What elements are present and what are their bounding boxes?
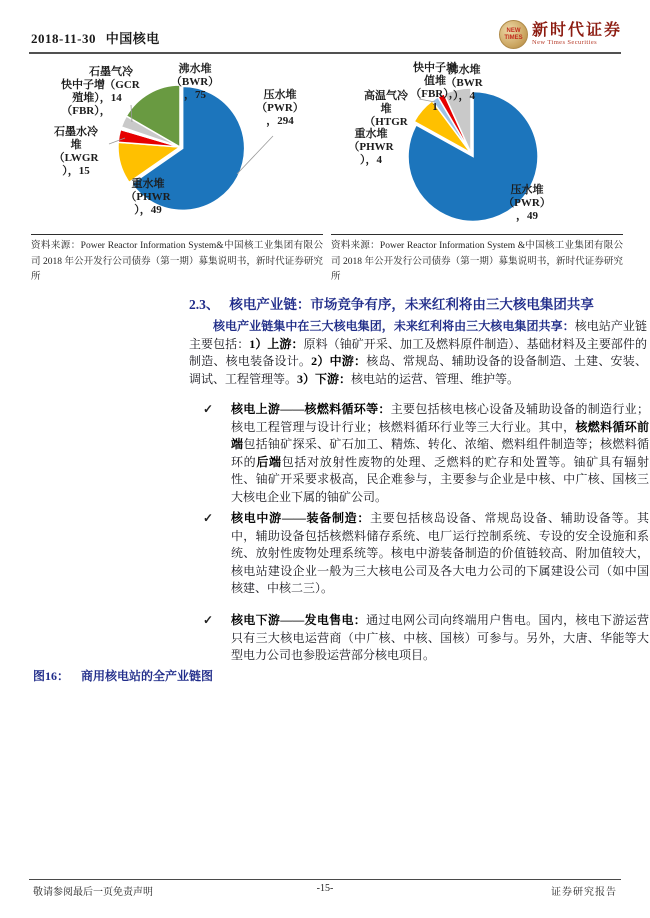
source-note-right: 资料来源：Power Reactor Information System &中国核工业集团有限公司 2018 年公开发行公司债券（第一期）募集说明书，新时代证券研究所 bbox=[331, 234, 623, 286]
text-segment: 3）下游： bbox=[297, 371, 352, 386]
text-segment: 原料（铀矿开采、加工及燃料原件制造）、基础材料及主要部件的制造、核电装备设计。 bbox=[189, 336, 647, 368]
text-segment: 核电中游——装备制造： bbox=[231, 511, 371, 525]
pie-label-gcr_line2: （GCR bbox=[104, 79, 140, 91]
footer-rule bbox=[29, 879, 621, 880]
bullet-upstream bbox=[203, 401, 649, 506]
brand-name-cn: 新时代证券 bbox=[531, 22, 622, 39]
pie-label-bwr: 沸水堆 （BWR） ，75 bbox=[170, 63, 220, 101]
logo-coin-text-1: NEW bbox=[506, 28, 521, 34]
intro-paragraph bbox=[189, 318, 647, 388]
text-segment: 核电下游——发电售电： bbox=[231, 613, 367, 627]
page-header bbox=[31, 20, 622, 49]
pie-label-fbr: 快中子增 值堆 （FBR）， 1 bbox=[410, 62, 460, 113]
text-segment: 核岛、常规岛、辅助设备的设备制造、土建、安装、调试、工程管理等。 bbox=[189, 354, 647, 386]
pie-chart-left-world-reactors bbox=[31, 58, 321, 234]
text-segment: 包括对放射性废物的处理、乏燃料的贮存和处置等。铀矿具有辐射性、铀矿开采要求极高，民企难参与，主要参与企业是中核、中广核、国核三大核电企业下属的铀矿公司。 bbox=[231, 454, 649, 504]
source-note-left: 资料来源：Power Reactor Information System&中国核工业集团有限公司 2018 年公开发行公司债券（第一期）募集说明书，新时代证券研究所 bbox=[31, 234, 323, 286]
section-heading bbox=[189, 293, 649, 313]
pie-label-fbr_line1: 快中子增 bbox=[61, 79, 105, 91]
brand-logo bbox=[499, 20, 622, 49]
text-segment: 1）上游： bbox=[249, 336, 304, 351]
figure-label: 图16： bbox=[33, 669, 70, 683]
checkmark-icon: ✓ bbox=[203, 511, 214, 525]
brand-text bbox=[532, 22, 622, 47]
checkmark-icon: ✓ bbox=[203, 613, 214, 627]
text-segment: 核燃料循环前端 bbox=[231, 419, 649, 451]
pie-label-phwr: 重水堆 （PHWR ），49 bbox=[125, 178, 171, 216]
text-segment: 核电产业链集中在三大核电集团，未来红利将由三大核电集团共享： bbox=[213, 319, 575, 333]
pie-label-pwr: 压水堆 （PWR） ，49 bbox=[503, 184, 551, 222]
brand-name-en: New Times Securities bbox=[531, 39, 598, 46]
header-rule bbox=[29, 52, 621, 54]
logo-coin-icon bbox=[499, 20, 528, 49]
figure-caption bbox=[33, 667, 213, 684]
footer-page-number: -15- bbox=[316, 883, 334, 894]
bullet-midstream-text bbox=[231, 510, 649, 598]
header-date-title: 2018-11-30 中国核电 bbox=[31, 31, 160, 46]
pie-label-gcr_line1: 石墨气冷 bbox=[89, 66, 133, 78]
text-segment: 主要包括核电核心设备及辅助设备的制造行业；核电工程管理与设计行业；核燃料循环行业等三大行业。其中， bbox=[231, 402, 649, 434]
text-segment: 核电上游——核燃料循环等： bbox=[231, 402, 391, 416]
section-title: 核电产业链：市场竞争有序，未来红利将由三大核电集团共享 bbox=[229, 297, 594, 312]
bullet-midstream bbox=[203, 510, 649, 598]
pie-label-fbr_line4: （FBR）， bbox=[61, 105, 111, 117]
footer-disclaimer: 敬请参阅最后一页免责声明 bbox=[33, 887, 153, 898]
text-segment: 包括铀矿探采、矿石加工、精炼、转化、浓缩、燃料组件制造等；核燃料循环的 bbox=[231, 437, 649, 469]
pie-label-fbr_gcr_line3: 殖堆），14 bbox=[72, 92, 122, 104]
footer-report-type: 证券研究报告 bbox=[551, 887, 617, 898]
pie-label-htgr: 高温气冷 堆 （HTGR bbox=[364, 90, 408, 128]
pie-label-phwr: 重水堆 （PHWR ），4 bbox=[348, 128, 394, 166]
text-segment: 后端 bbox=[256, 454, 282, 469]
text-segment: 主要包括核岛设备、常规岛设备、辅助设备等。其中，辅助设备包括核燃料储存系统、电厂运行控制系统、专设的安全设施和系统、放射性废物处理系统等。核电中游装备制造的价值链较高、附加值较大，核电站建设企业一般为三大核电公司及各大电力公司的下属建设公司（如中国核建、中核二三）。 bbox=[231, 511, 649, 595]
logo-coin-text-2: TIMES bbox=[504, 34, 523, 41]
page-footer bbox=[33, 883, 617, 899]
figure-title: 商用核电站的全产业链图 bbox=[81, 669, 214, 683]
bullet-downstream-text bbox=[231, 612, 649, 665]
bullet-downstream bbox=[203, 612, 649, 665]
text-segment: 2）中游： bbox=[311, 354, 367, 368]
pie-label-pwr: 压水堆 （PWR） ，294 bbox=[256, 89, 304, 127]
pie-label-bwr: 沸水堆 （BWR ），4 bbox=[445, 64, 483, 102]
section-number: 2.3、 bbox=[189, 297, 220, 312]
text-segment: 核电站产业链主要包括： bbox=[189, 319, 647, 351]
bullet-upstream-text bbox=[231, 401, 649, 506]
pie-chart-right-china-reactors bbox=[331, 58, 621, 234]
text-segment: 通过电网公司向终端用户售电。国内，核电下游运营只有三大核电运营商（中广核、中核、国核）可参与。另外，大唐、华能等大型电力公司也参股运营部分核电项目。 bbox=[231, 613, 649, 662]
text-segment: 核电站的运营、管理、维护等。 bbox=[351, 371, 520, 386]
checkmark-icon: ✓ bbox=[203, 402, 214, 416]
pie-label-lwgr: 石墨水冷 堆 （LWGR ），15 bbox=[53, 126, 99, 177]
